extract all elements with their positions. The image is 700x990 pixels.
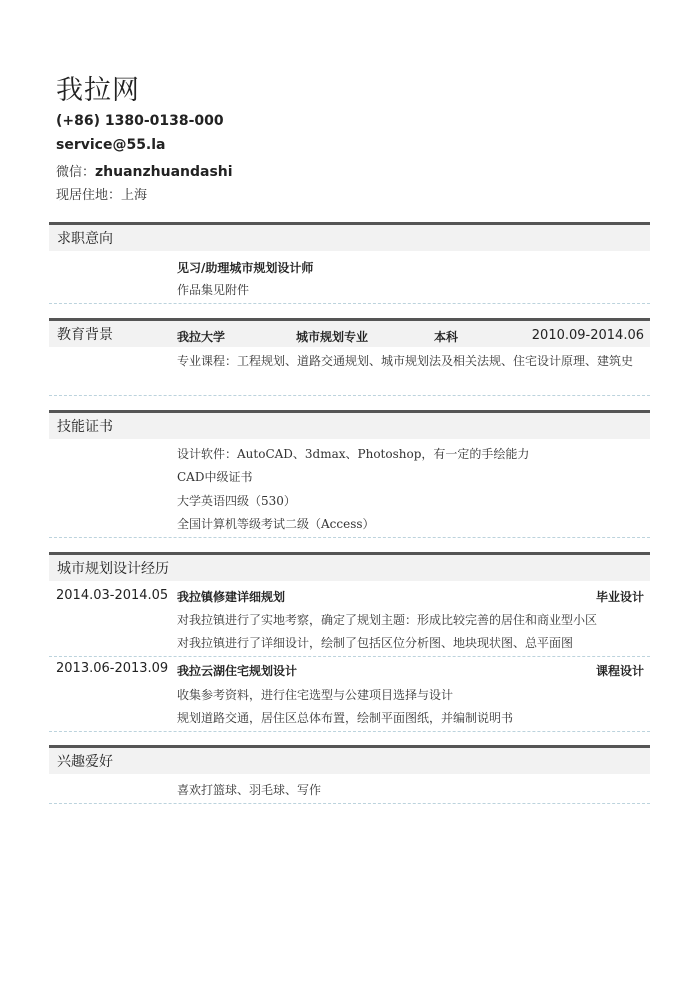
dashed-separator (49, 731, 650, 732)
phone-number: (+86) 1380-0138-000 (56, 113, 224, 129)
dashed-separator (49, 537, 650, 538)
objective-position: 见习/助理城市规划设计师 (177, 261, 314, 275)
education-courses: 专业课程：工程规划、道路交通规划、城市规划法及相关法规、住宅设计原理、建筑史 (177, 354, 634, 368)
dashed-separator (49, 303, 650, 304)
experience-detail: 对我拉镇进行了详细设计，绘制了包括区位分析图、地块现状图、总平面图 (177, 636, 574, 650)
section-objective (49, 222, 650, 251)
section-title-objective: 求职意向 (49, 225, 650, 251)
education-major: 城市规划专业 (296, 330, 369, 344)
wechat-row (56, 161, 233, 180)
experience-type: 毕业设计 (595, 590, 644, 604)
experience-type: 课程设计 (595, 664, 644, 678)
section-title-hobbies: 兴趣爱好 (49, 748, 650, 774)
section-title-experience: 城市规划设计经历 (49, 555, 650, 581)
wechat-label: 微信： (56, 165, 96, 180)
experience-detail: 收集参考资料，进行住宅选型与公建项目选择与设计 (177, 688, 454, 702)
residence: 现居住地：上海 (56, 188, 148, 203)
experience-detail: 对我拉镇进行了实地考察，确定了规划主题：形成比较完善的居住和商业型小区 (177, 613, 598, 627)
skill-item: 设计软件：AutoCAD、3dmax、Photoshop，有一定的手绘能力 (177, 447, 530, 461)
education-degree: 本科 (434, 330, 459, 344)
section-skills (49, 410, 650, 439)
experience-project: 我拉云湖住宅规划设计 (177, 664, 298, 678)
section-title-skills: 技能证书 (49, 413, 650, 439)
objective-note: 作品集见附件 (177, 283, 250, 297)
dashed-separator (49, 395, 650, 396)
skill-item: 全国计算机等级考试二级（Access） (177, 517, 375, 531)
experience-period: 2013.06-2013.09 (56, 661, 169, 676)
skill-item: 大学英语四级（530） (177, 494, 296, 508)
hobbies-content: 喜欢打篮球、羽毛球、写作 (177, 783, 322, 797)
section-title-education: 教育背景 (49, 321, 650, 347)
skill-item: CAD中级证书 (177, 470, 253, 484)
email-address: service@55.la (56, 137, 166, 153)
education-period: 2010.09-2014.06 (531, 328, 644, 343)
candidate-name: 我拉网 (56, 75, 140, 106)
section-experience (49, 552, 650, 581)
experience-detail: 规划道路交通，居住区总体布置，绘制平面图纸，并编制说明书 (177, 711, 514, 725)
dashed-separator (49, 803, 650, 804)
experience-period: 2014.03-2014.05 (56, 588, 169, 603)
section-hobbies (49, 745, 650, 774)
wechat-id: zhuanzhuandashi (95, 164, 233, 180)
education-school: 我拉大学 (177, 330, 226, 344)
dashed-separator (49, 656, 650, 657)
experience-project: 我拉镇修建详细规划 (177, 590, 286, 604)
